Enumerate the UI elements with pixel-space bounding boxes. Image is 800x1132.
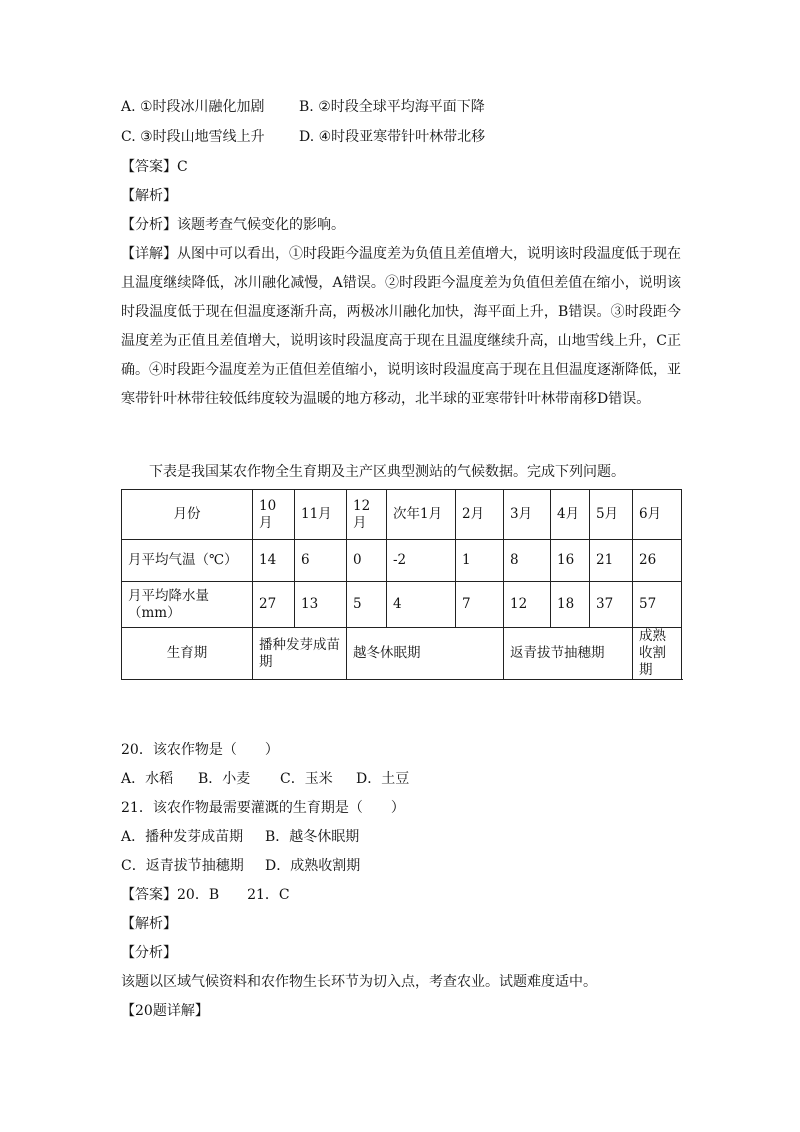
temp-cell: 6 [295, 540, 347, 582]
stage-cell: 越冬休眠期 [347, 628, 504, 680]
option-d: D．成熟收割期 [265, 858, 361, 874]
option-a: A. ①时段冰川融化加剧 [121, 99, 265, 115]
temp-row [122, 540, 682, 582]
summary-text: 该题以区域气候资料和农作物生长环节为切入点，考查农业。试题难度适中。 [121, 974, 597, 990]
month-cell: 10月 [253, 490, 295, 540]
option-c: C．玉米 [280, 771, 333, 787]
option-c: C．返青拔节抽穗期 [121, 858, 244, 874]
month-cell: 2月 [456, 490, 504, 540]
temp-cell: 16 [551, 540, 590, 582]
stage-cell: 播种发芽成苗期 [253, 628, 347, 680]
q20-options [121, 769, 409, 789]
q19-fenxi: 【分析】该题考查气候变化的影响。 [121, 217, 345, 233]
precip-cell: 13 [295, 582, 347, 628]
month-cell: 次年1月 [387, 490, 456, 540]
temp-cell: -2 [387, 540, 456, 582]
temp-cell: 1 [456, 540, 504, 582]
q21-options-row-1 [121, 827, 359, 847]
q19-options-row-1 [121, 97, 485, 117]
month-cell: 11月 [295, 490, 347, 540]
precip-cell: 4 [387, 582, 456, 628]
precip-cell: 7 [456, 582, 504, 628]
temp-cell: 8 [504, 540, 551, 582]
temp-cell: 0 [347, 540, 387, 582]
precip-cell: 57 [633, 582, 682, 628]
jiexi-heading: 【解析】 [121, 916, 177, 932]
answer-20-21: 【答案】20．B 21．C [121, 887, 290, 903]
precip-cell: 37 [590, 582, 633, 628]
month-cell: 3月 [504, 490, 551, 540]
precip-cell: 18 [551, 582, 590, 628]
option-b: B．小麦 [198, 771, 251, 787]
q19-jiexi-heading: 【解析】 [121, 188, 177, 204]
precip-cell: 12 [504, 582, 551, 628]
month-row [122, 490, 682, 540]
option-d: D. ④时段亚寒带针叶林带北移 [299, 129, 486, 145]
month-cell: 5月 [590, 490, 633, 540]
stage-row [122, 628, 682, 680]
precip-label: 月平均降水量（mm） [122, 582, 253, 628]
detail-20-heading: 【20题详解】 [121, 1003, 209, 1019]
option-b: B．越冬休眠期 [265, 829, 360, 845]
climate-table [121, 489, 682, 680]
temp-cell: 26 [633, 540, 682, 582]
temp-cell: 21 [590, 540, 633, 582]
option-d: D．土豆 [356, 771, 410, 787]
q20-stem: 20．该农作物是（ ） [121, 742, 279, 758]
month-cell: 6月 [633, 490, 682, 540]
precip-row [122, 582, 682, 628]
option-a: A．水稻 [121, 771, 174, 787]
month-cell: 4月 [551, 490, 590, 540]
option-a: A．播种发芽成苗期 [121, 829, 244, 845]
option-c: C. ③时段山地雪线上升 [121, 129, 265, 145]
temp-label: 月平均气温（℃） [122, 540, 253, 582]
q19-options-row-2 [121, 127, 485, 147]
temp-cell: 14 [253, 540, 295, 582]
stage-cell: 返青拔节抽穗期 [504, 628, 633, 680]
table-intro: 下表是我国某农作物全生育期及主产区典型测站的气候数据。完成下列问题。 [149, 464, 625, 480]
precip-cell: 27 [253, 582, 295, 628]
month-cell: 12月 [347, 490, 387, 540]
month-label: 月份 [122, 490, 253, 540]
precip-cell: 5 [347, 582, 387, 628]
option-b: B. ②时段全球平均海平面下降 [299, 99, 485, 115]
q19-detail: 【详解】从图中可以看出，①时段距今温度差为负值且差值增大，说明该时段温度低于现在且温度继续降低，冰川融化减慢，A错误。②时段距今温度差为负值但差值在缩小，说明该时段温度低于现在但温度逐渐升高，两极冰川融化加快，海平面上升，B错误。③时段距今温度差为正值且差值增大，说明该时段温度高于现在且温度继续升高，山地雪线上升，C正确。④时段距今温度差为正值但差值缩小，说明该时段温度高于现在且但温度逐渐降低，亚寒带针叶林带往较低纬度较为温暖的地方移动，北半球的亚寒带针叶林带南移D错误。 [121, 246, 681, 407]
stage-label: 生育期 [122, 628, 253, 680]
q21-options-row-2 [121, 856, 360, 876]
q19-answer: 【答案】C [121, 159, 188, 175]
stage-cell: 成熟收割期 [633, 628, 682, 680]
fenxi-heading: 【分析】 [121, 945, 177, 961]
q21-stem: 21．该农作物最需要灌溉的生育期是（ ） [121, 800, 405, 816]
